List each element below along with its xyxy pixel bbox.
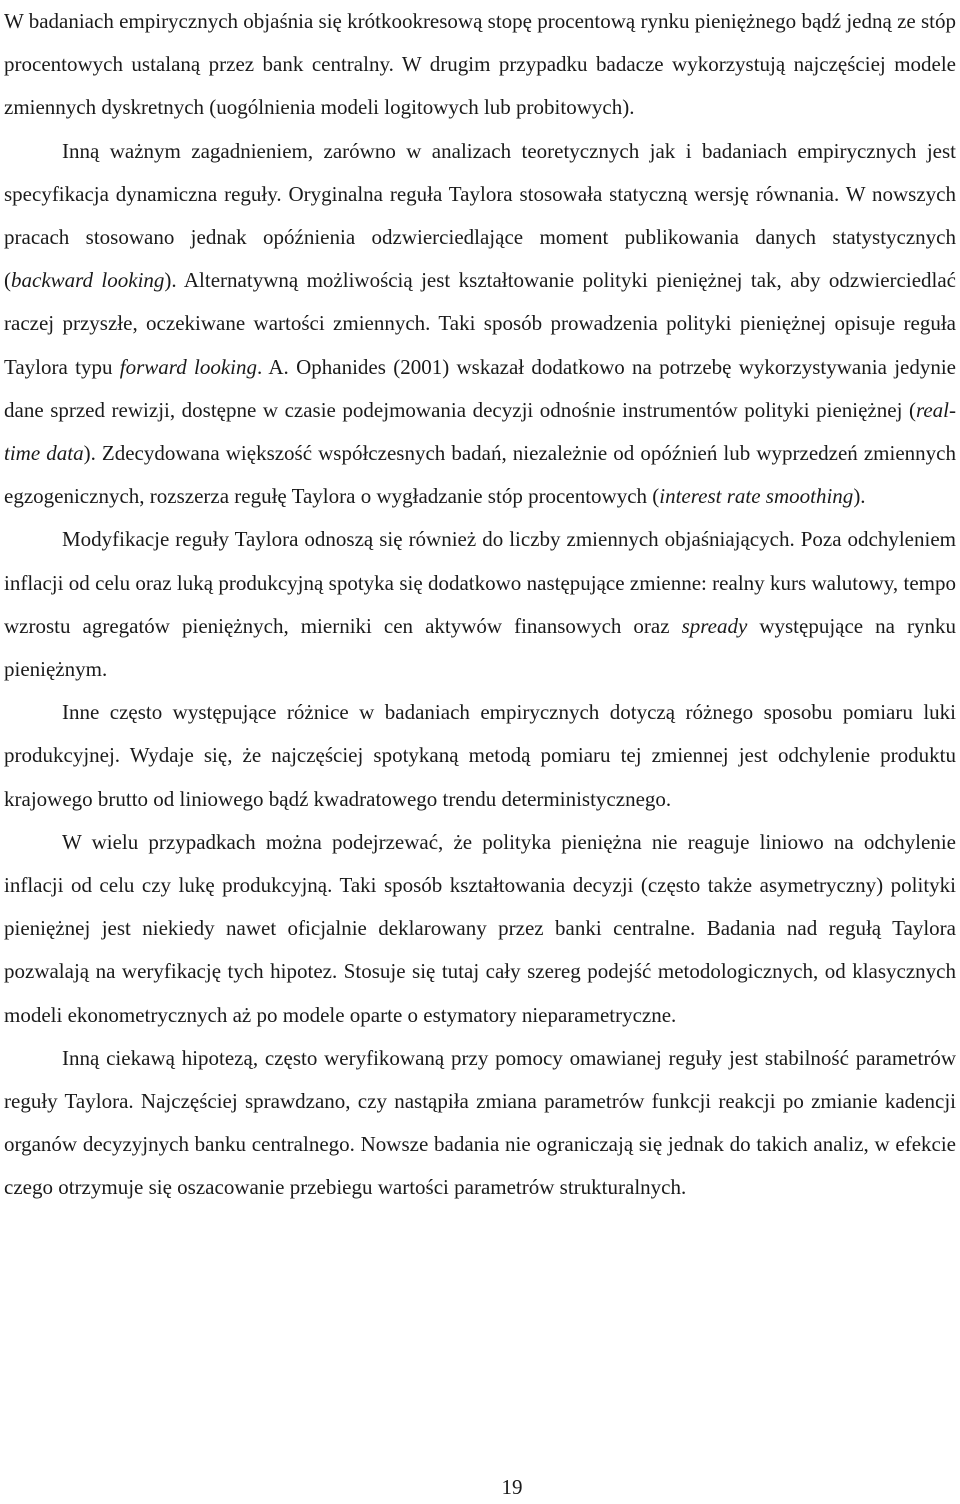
text-segment: . A. Ophanides (2001) wskazał dodatkowo na potrzebę wykorzystywania jedynie dane sprzed rewizji, dostępne w czasie podejmowania decyzji odnośnie instrumentów polityki pieniężnej ( [4, 354, 957, 422]
text-segment: ). Alternatywną możliwością jest kształtowanie polityki pieniężnej tak, aby odzwierciedlać raczej przyszłe, oczekiwane wartości zmiennych. Taki sposób prowadzenia polityki pieniężnej opisuje reguła Taylora typu [4, 268, 956, 379]
text-segment: Inne często występujące różnice w badaniach empirycznych dotyczą różnego sposobu pomiaru luki produkcyjnej. Wydaje się, że najczęściej spotykaną metodą pomiaru tej zmiennej jest odchylenie produktu krajowego brutto od liniowego bądź kwadratowego trendu deterministycznego. [4, 700, 956, 811]
paragraph-6 [4, 1037, 956, 1210]
paragraph-4 [4, 691, 956, 821]
page-body [4, 0, 956, 1210]
paragraph-3 [4, 518, 956, 691]
italic-term: backward looking [11, 268, 165, 293]
text-segment: W badaniach empirycznych objaśnia się krótkookresową stopę procentową rynku pieniężnego bądź jedną ze stóp procentowych ustalaną przez bank centralny. W drugim przypadku badacze wykorzystują najczęściej modele zmiennych dyskretnych (uogólnienia modeli logitowych lub probitowych). [4, 9, 956, 120]
text-segment: występujące na rynku pieniężnym. [4, 613, 956, 682]
text-segment: W wielu przypadkach można podejrzewać, że polityka pieniężna nie reaguje liniowo na odchylenie inflacji od celu czy lukę produkcyjną. Taki sposób kształtowania decyzji (często także asymetryczny) polityki pieniężnej jest niekiedy nawet oficjalnie deklarowany przez banki centralne. Badania nad regułą Taylora pozwalają na weryfikację tych hipotez. Stosuje się tutaj cały szereg podejść metodologicznych, od klasycznych modeli ekonometrycznych aż po modele oparte o estymatory nieparametryczne. [4, 829, 956, 1027]
text-segment: Inną ważnym zagadnieniem, zarówno w analizach teoretycznych jak i badaniach empirycznych jest specyfikacja dynamiczna reguły. Oryginalna reguła Taylora stosowała statyczną wersję równania. W nowszych pracach stosowano jednak opóźnienia odzwierciedlające moment publikowania danych statystycznych ( [4, 138, 956, 293]
italic-term: forward looking [119, 354, 257, 379]
text-segment: ). Zdecydowana większość współczesnych badań, niezależnie od opóźnień lub wyprzedzeń zmiennych egzogenicznych, rozszerza regułę Taylora o wygładzanie stóp procentowych ( [4, 441, 956, 509]
text-segment: Inną ciekawą hipotezą, często weryfikowaną przy pomocy omawianej reguły jest stabilność parametrów reguły Taylora. Najczęściej sprawdzano, czy nastąpiła zmiana parametrów funkcji reakcji po zmianie kadencji organów decyzyjnych banku centralnego. Nowsze badania nie ograniczają się jednak do takich analiz, w efekcie czego otrzymuje się oszacowanie przebiegu wartości parametrów strukturalnych. [4, 1045, 956, 1200]
italic-term: spready [681, 613, 748, 638]
paragraph-5 [4, 821, 956, 1037]
page-number: 19 [501, 1475, 523, 1499]
text-segment: Modyfikacje reguły Taylora odnoszą się również do liczby zmiennych objaśniających. Poza odchyleniem inflacji od celu oraz luką produkcyjną spotyka się dodatkowo następujące zmienne: realny kurs walutowy, tempo wzrostu agregatów pieniężnych, mierniki cen aktywów finansowych oraz [4, 527, 956, 638]
italic-term: interest rate smoothing [659, 484, 854, 509]
paragraph-2 [4, 130, 956, 519]
paragraph-1 [4, 0, 956, 130]
italic-term: real-time data [4, 397, 956, 466]
text-segment: ). [853, 484, 866, 509]
